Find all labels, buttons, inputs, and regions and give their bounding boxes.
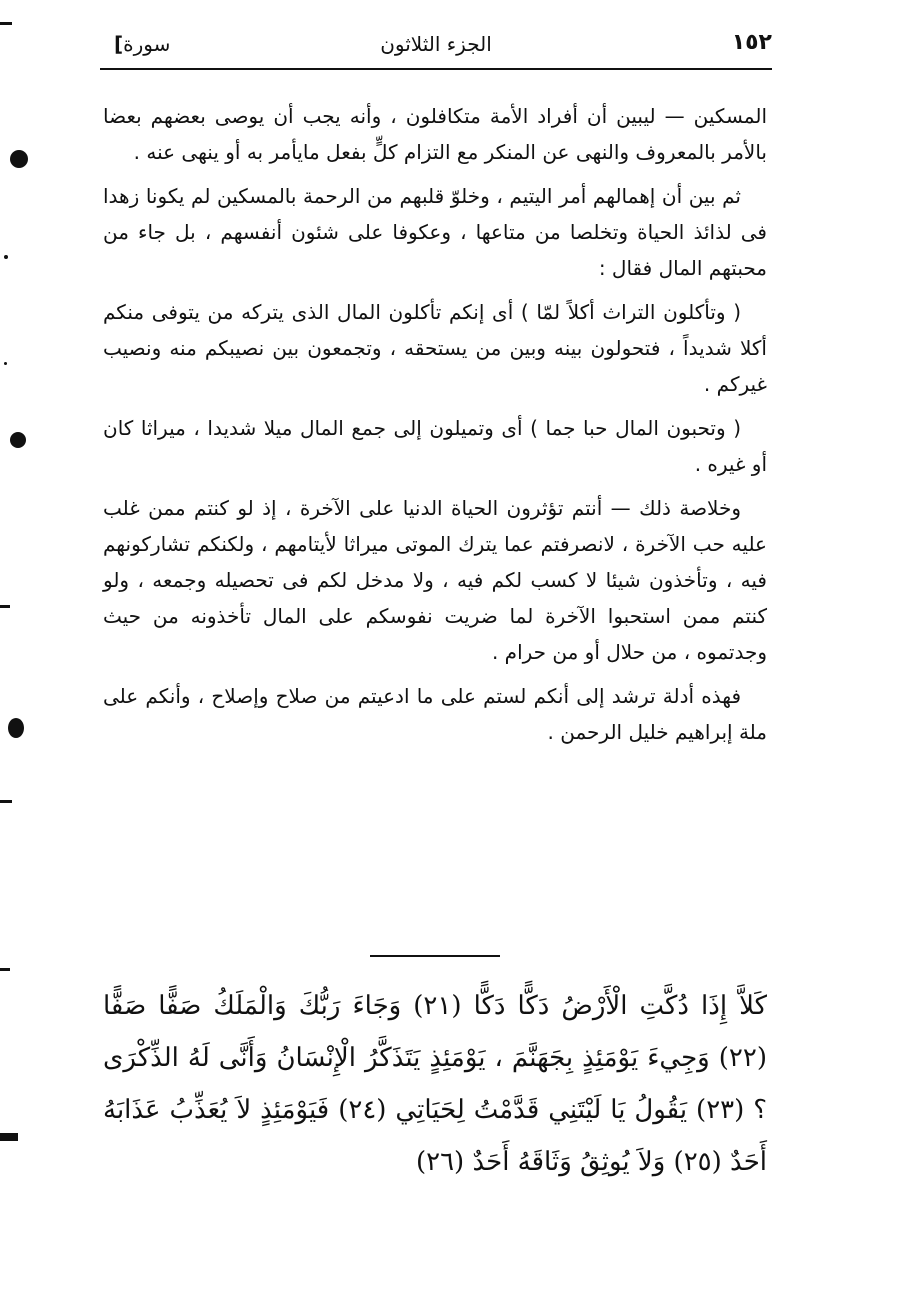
verse-text: يَقُولُ يَا لَيْتَنِي قَدَّمْتُ لِحَيَاتِي	[395, 1095, 688, 1125]
commentary-text	[103, 98, 767, 758]
verse-text: وَلاَ يُوثِقُ وَثَاقَهُ أَحَدٌ	[472, 1147, 666, 1177]
verse-number: (٢٤)	[338, 1095, 387, 1125]
commentary-paragraph: ثم بين أن إهمالهم أمر اليتيم ، وخلوّ قلبهم من الرحمة بالمسكين لم يكونا زهدا فى لذائذ الحياة وتخلصا من متاعها ، وعكوفا على شئون أنفسهم ، بل جاء من محبتهم المال فقال :	[103, 184, 767, 280]
margin-mark	[0, 1133, 18, 1141]
commentary-paragraph: المسكين — ليبين أن أفراد الأمة متكافلون ، وأنه يجب أن يوصى بعضهم بعضا بالأمر بالمعروف والنهى عن المنكر مع التزام كلٍّ بفعل مايأمر به أو ينهى عنه .	[103, 104, 767, 164]
part-title: الجزء الثلاثون	[380, 32, 492, 56]
margin-mark	[0, 22, 12, 25]
margin-mark	[10, 150, 28, 168]
verse-text: فَيَوْمَئِذٍ لاَ يُعَذِّبُ عَذَابَهُ أَحَدٌ	[103, 1095, 767, 1177]
margin-mark	[4, 362, 7, 365]
margin-mark	[4, 255, 8, 259]
section-separator	[370, 955, 500, 957]
verse-text: وَجَاءَ رَبُّكَ وَالْمَلَكُ صَفًّا صَفًّا	[103, 991, 402, 1021]
verse-number: (٢٢)	[718, 1043, 767, 1073]
surah-label-group	[106, 32, 170, 56]
verse-text: وَجِيءَ يَوْمَئِذٍ بِجَهَنَّمَ ، يَوْمَئِذٍ يَتَذَكَّرُ الْإِنْسَانُ وَأَنَّى لَهُ الذِّكْرَى ؟	[103, 1043, 768, 1125]
commentary-paragraph: وخلاصة ذلك — أنتم تؤثرون الحياة الدنيا على الآخرة ، إذ لو كنتم ممن غلب عليه حب الآخرة ، لانصرفتم عما يترك الموتى ميراثا لأيتامهم ، ولكنكم تشاركونهم فيه ، وتأخذون شيئا لا كسب لكم فيه ، ولا مدخل لكم فى تحصيله وجمعه ، ولو كنتم ممن استحبوا الآخرة لما ضريت نفوسكم على المال تأخذونه من حيث وجدتموه ، من حلال أو من حرام .	[103, 496, 767, 664]
surah-label: سورة	[123, 32, 171, 56]
margin-mark	[8, 718, 24, 738]
verse-number: (٢٥)	[673, 1147, 722, 1177]
margin-mark	[10, 432, 26, 448]
margin-mark	[0, 968, 10, 971]
commentary-paragraph: ( وتأكلون التراث أكلاً لمّا ) أى إنكم تأكلون المال الذى يتركه من يتوفى منكم أكلا شديداً ، فتحولون بينه وبين من يستحقه ، وتجمعون بين نصيبكم منه ونصيب غيركم .	[103, 300, 767, 396]
margin-mark	[0, 605, 10, 608]
commentary-paragraph: ( وتحبون المال حبا جما ) أى وتميلون إلى جمع المال ميلا شديدا ، ميراثا كان أو غيره .	[103, 416, 767, 476]
header-rule	[100, 68, 772, 70]
verse-number: (٢١)	[413, 991, 462, 1021]
page-number: ١٥٢	[731, 30, 772, 55]
margin-mark	[0, 800, 12, 803]
verse-number: (٢٣)	[696, 1095, 745, 1125]
surah-bracket: ]	[114, 32, 124, 56]
commentary-paragraph: فهذه أدلة ترشد إلى أنكم لستم على ما ادعيتم من صلاح وإصلاح ، وأنكم على ملة إبراهيم خليل الرحمن .	[103, 684, 767, 744]
quran-verses	[103, 980, 767, 1188]
verse-number: (٢٦)	[415, 1147, 465, 1177]
verse-text: كَلاَّ إِذَا دُكَّتِ الْأَرْضُ دَكًّا دَكًّا	[473, 991, 767, 1021]
running-head	[100, 28, 772, 64]
